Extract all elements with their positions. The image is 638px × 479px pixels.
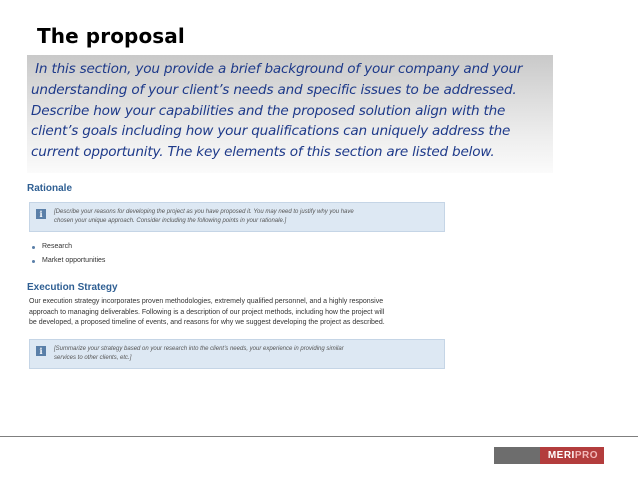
info-icon: i xyxy=(36,346,46,356)
logo-text-part2: PRO xyxy=(574,450,598,461)
para-line: Our execution strategy incorporates proven methodologies, extremely qualified personnel, and a highly responsive xyxy=(29,298,384,305)
execution-note-text xyxy=(54,345,344,363)
note-line: [Describe your reasons for developing the project as you have proposed it. You may need to justify why you have xyxy=(54,209,354,215)
rationale-note-box xyxy=(29,202,445,232)
list-item-label: Research xyxy=(42,243,72,250)
logo-text-part1: MERI xyxy=(547,450,575,461)
note-line: services to other clients, etc.] xyxy=(54,354,132,361)
logo-wordmark xyxy=(548,447,598,464)
list-item-label: Market opportunities xyxy=(42,257,106,264)
intro-line: client’s goals including how your qualifications can uniquely address the xyxy=(31,123,511,140)
meripro-logo xyxy=(494,447,604,464)
rationale-note-text xyxy=(54,208,354,226)
intro-line: In this section, you provide a brief background of your company and your xyxy=(31,61,523,77)
note-line: chosen your unique approach. Consider including the following points in your rationale.] xyxy=(54,218,287,224)
rationale-bullet-list xyxy=(32,240,447,268)
execution-note-box xyxy=(29,339,445,369)
intro-line: current opportunity. The key elements of this section are listed below. xyxy=(31,144,495,161)
para-line: approach to managing deliverables. Following is a description of our project methods, including how the project will xyxy=(29,308,385,316)
document-screenshot xyxy=(27,180,447,369)
note-line: [Summarize your strategy based on your research into the client’s needs, your experience in providing similar xyxy=(54,345,344,352)
footer-divider xyxy=(0,436,638,437)
bullet-icon xyxy=(32,260,35,263)
logo-gray-block xyxy=(494,447,540,464)
bullet-icon xyxy=(32,246,35,249)
list-item xyxy=(32,240,447,254)
info-icon: i xyxy=(36,209,46,219)
intro-line: Describe how your capabilities and the proposed solution align with the xyxy=(31,102,506,119)
intro-line: understanding of your client’s needs and specific issues to be addressed. xyxy=(31,81,517,98)
intro-paragraph xyxy=(31,59,571,163)
list-item xyxy=(32,254,447,268)
rationale-heading: Rationale xyxy=(27,183,73,194)
para-line: be developed, a proposed timeline of events, and reasons for why we suggest developing the project as described. xyxy=(29,319,385,327)
slide-title: The proposal xyxy=(37,24,185,48)
execution-strategy-heading: Execution Strategy xyxy=(27,282,118,293)
execution-paragraph xyxy=(29,297,439,329)
